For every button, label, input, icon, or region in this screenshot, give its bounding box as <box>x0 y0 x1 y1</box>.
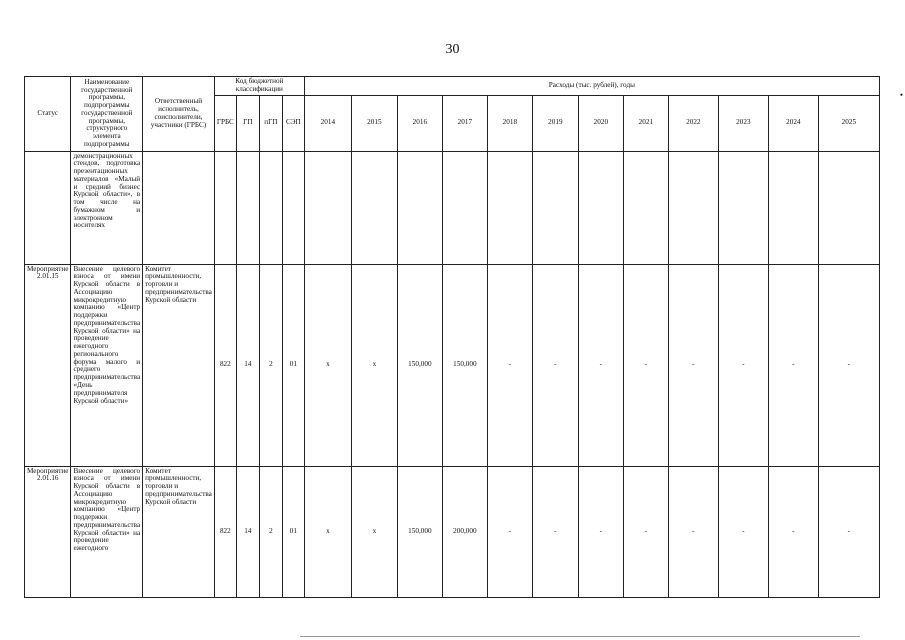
continuation-name: демонстрационных стендов, подготовка презентационных материалов «Малый и средний бизнес Курской области», в том числе на бумажном и электронном носителях <box>71 151 143 264</box>
scan-edge-line <box>300 636 860 637</box>
empty-cell <box>214 151 236 264</box>
row-value: 150,000 <box>397 466 442 597</box>
row-value: - <box>487 466 532 597</box>
row-responsible: Комитет промышленности, торговли и предпринимательства Курской области <box>143 466 215 597</box>
empty-cell <box>623 151 668 264</box>
row-name: Внесение целевого взноса от имени Курской области в Ассоциацию микрокредитную компанию «Центр поддержки предпринимательства Курской области» на проведение ежегодного регионального форума малого и среднего предпринимательства «День предпринимателя Курской области» <box>71 264 143 466</box>
table-row <box>25 466 880 597</box>
row-value: х <box>351 264 397 466</box>
row-value: - <box>668 264 718 466</box>
header-year: 2021 <box>623 95 668 151</box>
row-value: - <box>487 264 532 466</box>
row-value: - <box>718 466 768 597</box>
row-value: 150,000 <box>442 264 487 466</box>
header-expenses: Расходы (тыс. рублей), годы <box>304 77 879 96</box>
empty-cell <box>668 151 718 264</box>
row-status: Мероприятие 2.01.15 <box>25 264 71 466</box>
header-year: 2016 <box>397 95 442 151</box>
header-code-gp: ГП <box>236 95 259 151</box>
header-year: 2015 <box>351 95 397 151</box>
row-value: - <box>768 466 818 597</box>
header-year: 2022 <box>668 95 718 151</box>
edge-mark: • <box>899 90 903 100</box>
table-row <box>25 264 880 466</box>
empty-cell <box>532 151 578 264</box>
row-value: - <box>578 466 623 597</box>
row-value: х <box>304 264 351 466</box>
header-status: Статус <box>25 77 71 152</box>
empty-cell <box>768 151 818 264</box>
budget-table <box>24 76 880 598</box>
empty-cell <box>397 151 442 264</box>
header-budget-code: Код бюджетной классификации <box>214 77 304 96</box>
row-value: - <box>718 264 768 466</box>
row-value: - <box>818 264 879 466</box>
header-year: 2018 <box>487 95 532 151</box>
row-value: - <box>578 264 623 466</box>
header-code-pgp: пГП <box>259 95 282 151</box>
row-value: х <box>304 466 351 597</box>
continuation-row <box>25 151 880 264</box>
empty-cell <box>25 151 71 264</box>
header-year: 2019 <box>532 95 578 151</box>
row-name: Внесение целевого взноса от имени Курской области в Ассоциацию микрокредитную компанию «Центр поддержки предпринимательства Курской области» на проведение ежегодного <box>71 466 143 597</box>
row-code-gp: 14 <box>236 466 259 597</box>
row-value: - <box>768 264 818 466</box>
row-value: х <box>351 466 397 597</box>
header-year: 2023 <box>718 95 768 151</box>
header-code-grbs: ГРБС <box>214 95 236 151</box>
empty-cell <box>304 151 351 264</box>
row-value: - <box>532 264 578 466</box>
row-value: - <box>623 466 668 597</box>
empty-cell <box>282 151 304 264</box>
header-year: 2024 <box>768 95 818 151</box>
row-value: - <box>532 466 578 597</box>
row-code-gp: 14 <box>236 264 259 466</box>
row-code-grbs: 822 <box>214 264 236 466</box>
row-code-sep: 01 <box>282 264 304 466</box>
header-year: 2017 <box>442 95 487 151</box>
row-status: Мероприятие 2.01.16 <box>25 466 71 597</box>
page-number: 30 <box>445 42 460 57</box>
row-code-grbs: 822 <box>214 466 236 597</box>
header-year: 2014 <box>304 95 351 151</box>
empty-cell <box>259 151 282 264</box>
header-name: Наименование государственной программы, подпрограммы государственной программы, структурного элемента подпрограммы <box>71 77 143 152</box>
header-responsible: Ответственный исполнитель, соисполнители, участники (ГРБС) <box>143 77 215 152</box>
row-responsible: Комитет промышленности, торговли и предпринимательства Курской области <box>143 264 215 466</box>
row-value: 200,000 <box>442 466 487 597</box>
row-value: - <box>818 466 879 597</box>
row-value: - <box>623 264 668 466</box>
row-code-pgp: 2 <box>259 264 282 466</box>
empty-cell <box>718 151 768 264</box>
empty-cell <box>487 151 532 264</box>
header-row-1 <box>25 77 880 96</box>
row-value: 150,000 <box>397 264 442 466</box>
row-code-sep: 01 <box>282 466 304 597</box>
empty-cell <box>578 151 623 264</box>
header-code-sep: СЭП <box>282 95 304 151</box>
row-code-pgp: 2 <box>259 466 282 597</box>
row-value: - <box>668 466 718 597</box>
header-year: 2025 <box>818 95 879 151</box>
header-year: 2020 <box>578 95 623 151</box>
empty-cell <box>143 151 215 264</box>
empty-cell <box>442 151 487 264</box>
empty-cell <box>236 151 259 264</box>
empty-cell <box>351 151 397 264</box>
empty-cell <box>818 151 879 264</box>
